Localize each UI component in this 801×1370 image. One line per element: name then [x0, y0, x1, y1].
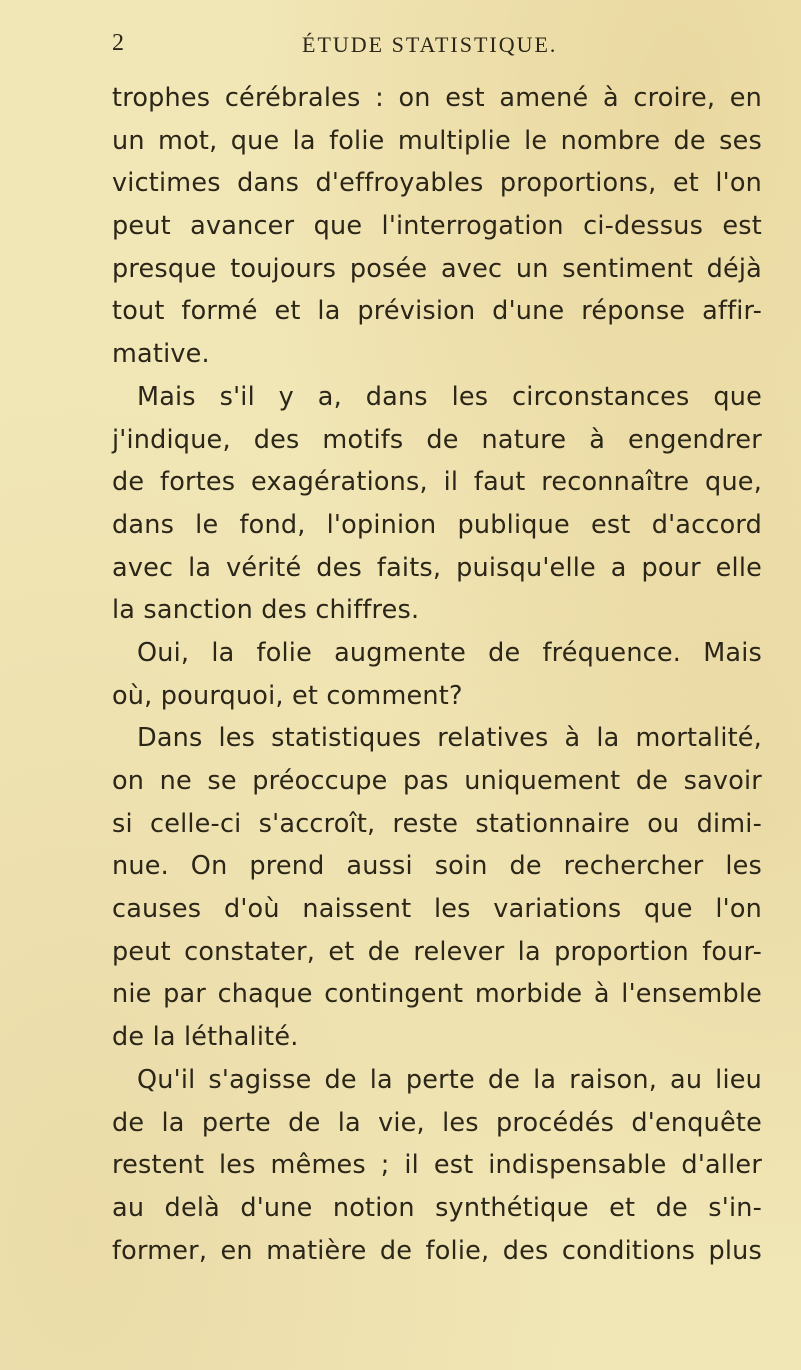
text-line: où, pourquoi, et comment?	[112, 680, 463, 711]
running-head	[112, 30, 762, 60]
text-line: un mot, que la folie multiplie le nombre de ses	[112, 125, 762, 156]
text-line: former, en matière de folie, des conditions plus	[112, 1235, 762, 1266]
text-line: tout formé et la prévision d'une réponse affir-	[112, 296, 762, 327]
text-line: Mais s'il y a, dans les circonstances que	[137, 381, 762, 412]
text-line: mative.	[112, 339, 210, 370]
text-line: nie par chaque contingent morbide à l'ensemble	[112, 979, 762, 1010]
text-line: de fortes exagérations, il faut reconnaître que,	[112, 467, 762, 498]
text-line: dans le fond, l'opinion publique est d'accord	[112, 509, 762, 540]
text-line: peut avancer que l'interrogation ci-dessus est	[112, 211, 762, 242]
text-line: de la léthalité.	[112, 1022, 299, 1053]
text-line: peut constater, et de relever la proportion four-	[112, 936, 762, 967]
text-line: au delà d'une notion synthétique et de s'in-	[112, 1192, 762, 1223]
text-line: la sanction des chiffres.	[112, 595, 420, 626]
text-line: de la perte de la vie, les procédés d'enquête	[112, 1107, 762, 1138]
running-title: ÉTUDE STATISTIQUE.	[302, 32, 558, 57]
text-line: si celle-ci s'accroît, reste stationnaire ou dimi-	[112, 808, 762, 839]
text-line: causes d'où naissent les variations que l'on	[112, 894, 762, 925]
text-line: Qu'il s'agisse de la perte de la raison, au lieu	[137, 1064, 762, 1095]
page-number: 2	[112, 30, 125, 56]
text-line: avec la vérité des faits, puisqu'elle a pour elle	[112, 552, 762, 583]
text-line: presque toujours posée avec un sentiment déjà	[112, 253, 762, 284]
text-line: Oui, la folie augmente de fréquence. Mais	[137, 637, 762, 668]
body-text	[112, 77, 762, 1272]
text-line: on ne se préoccupe pas uniquement de savoir	[112, 766, 762, 796]
text-line: victimes dans d'effroyables proportions, et l'on	[112, 168, 762, 199]
text-line: restent les mêmes ; il est indispensable d'aller	[112, 1150, 762, 1181]
text-line: nue. On prend aussi soin de rechercher les	[112, 851, 762, 882]
text-line: Dans les statistiques relatives à la mortalité,	[137, 723, 762, 754]
text-line: trophes cérébrales : on est amené à croire, en	[112, 83, 762, 113]
text-line: j'indique, des motifs de nature à engendrer	[112, 424, 762, 455]
